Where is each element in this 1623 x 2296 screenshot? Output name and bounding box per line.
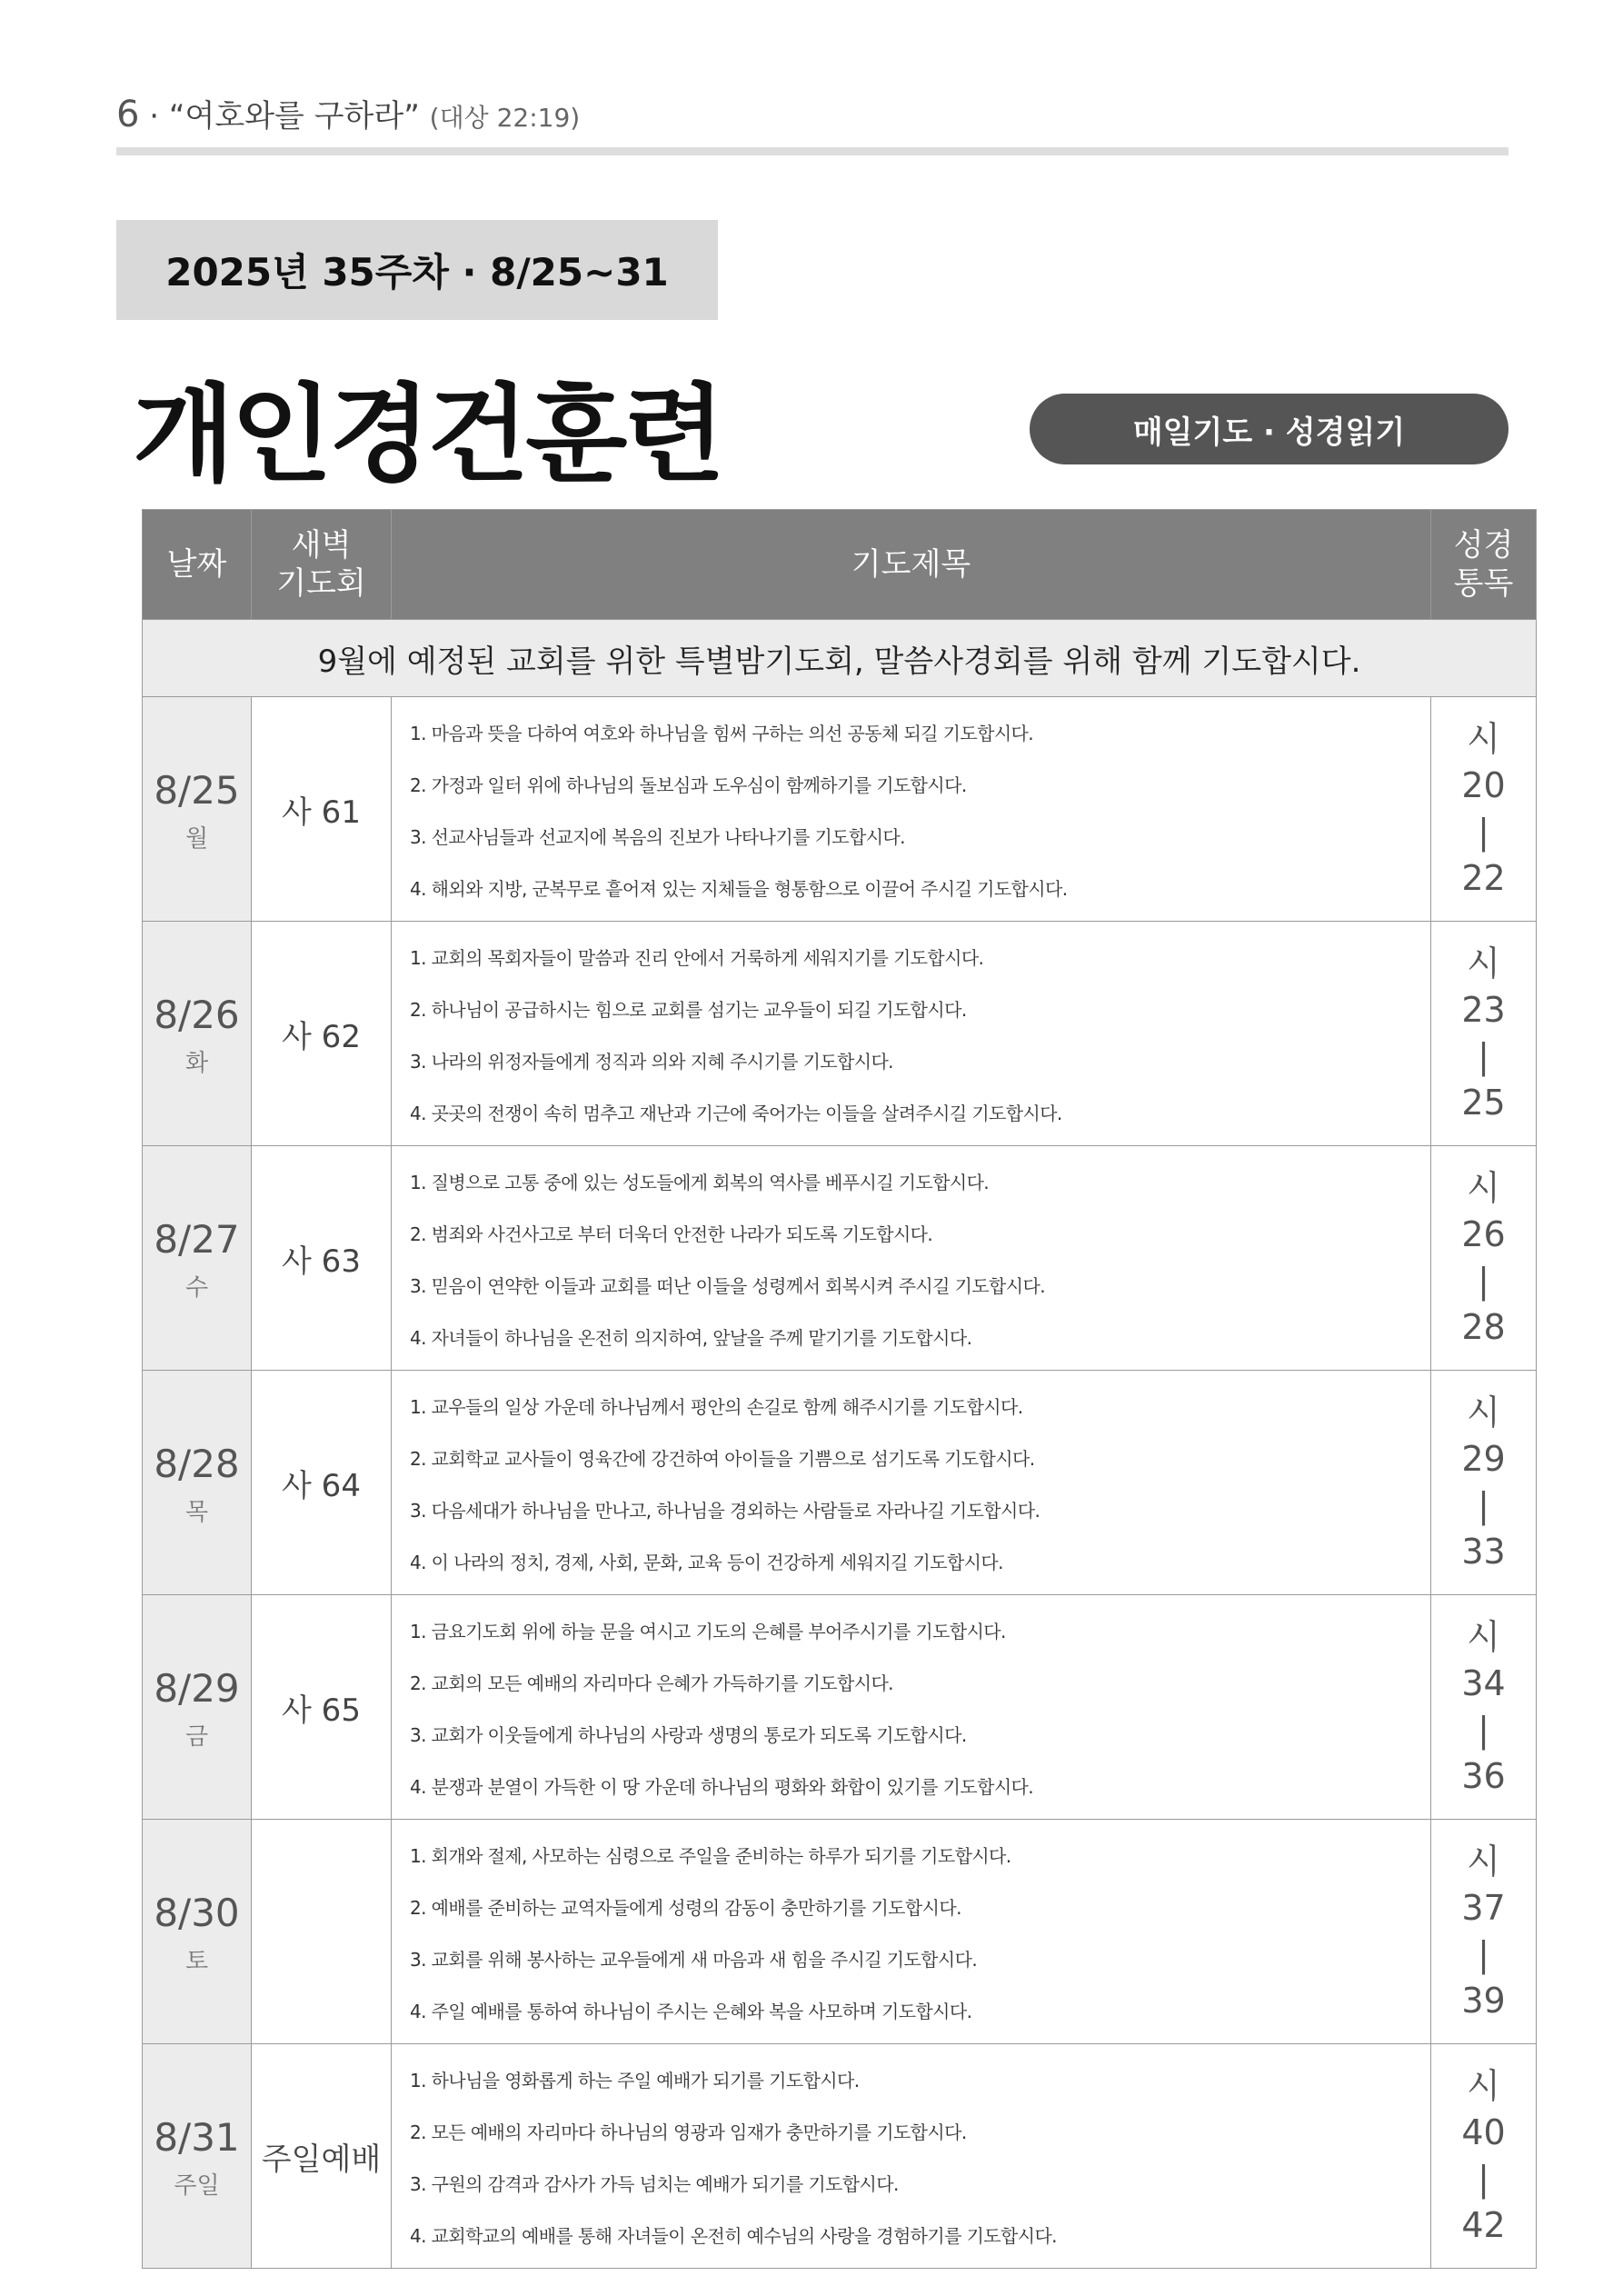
date-cell bbox=[143, 1371, 252, 1595]
reading-book: 시 bbox=[1467, 719, 1500, 759]
bible-reading-cell bbox=[1431, 1371, 1537, 1595]
reading-book: 시 bbox=[1467, 2066, 1500, 2106]
prayer-item: 4. 교회학교의 예배를 통해 자녀들이 온전히 예수님의 사랑을 경험하기를 기도합시다. bbox=[410, 2225, 1057, 2247]
prayer-item: 2. 하나님이 공급하시는 힘으로 교회를 섬기는 교우들이 되길 기도합시다. bbox=[410, 999, 967, 1021]
prayer-item: 2. 가정과 일터 위에 하나님의 돌보심과 도우심이 함께하기를 기도합시다. bbox=[410, 774, 967, 796]
reading-from: 34 bbox=[1461, 1663, 1506, 1703]
weekday: 금 bbox=[184, 1722, 209, 1751]
prayer-topics-cell bbox=[392, 1820, 1431, 2044]
weekday: 주일 bbox=[174, 2171, 220, 2200]
prayer-topics-cell bbox=[392, 1371, 1431, 1595]
header-reference: (대상 22:19) bbox=[429, 103, 581, 133]
table-row bbox=[143, 2044, 1537, 2269]
date: 8/30 bbox=[154, 1890, 240, 1935]
prayer-item: 3. 구원의 감격과 감사가 가득 넘치는 예배가 되기를 기도합시다. bbox=[410, 2173, 899, 2195]
reading-from: 23 bbox=[1461, 990, 1506, 1030]
reading-book: 시 bbox=[1467, 1617, 1500, 1657]
prayer-topics-cell bbox=[392, 1146, 1431, 1371]
header-divider bbox=[116, 147, 1508, 155]
column-header-date: 날짜 bbox=[143, 510, 252, 620]
weekday: 월 bbox=[184, 824, 209, 853]
reading-dash: | bbox=[1478, 812, 1489, 852]
reading-from: 29 bbox=[1461, 1439, 1506, 1479]
week-label: 2025년 35주차 · 8/25~31 bbox=[116, 220, 718, 320]
table-row bbox=[143, 1371, 1537, 1595]
bible-reading-cell bbox=[1431, 2044, 1537, 2269]
reading-book: 시 bbox=[1467, 1393, 1500, 1433]
date: 8/26 bbox=[154, 992, 240, 1037]
header-quote: “여호와를 구하라” bbox=[168, 98, 420, 135]
dawn-prayer-cell: 사 61 bbox=[252, 697, 392, 922]
bible-reading-cell bbox=[1431, 1820, 1537, 2044]
prayer-item: 3. 선교사님들과 선교지에 복음의 진보가 나타나기를 기도합시다. bbox=[410, 826, 905, 848]
reading-to: 22 bbox=[1461, 858, 1506, 898]
column-header-reading: 성경 통독 bbox=[1431, 510, 1537, 620]
prayer-topics-cell bbox=[392, 697, 1431, 922]
prayer-item: 1. 마음과 뜻을 다하여 여호와 하나님을 힘써 구하는 의선 공동체 되길 기도합시다. bbox=[410, 723, 1034, 744]
notice-row bbox=[143, 620, 1537, 697]
page-title: 개인경건훈련 bbox=[133, 374, 722, 496]
prayer-topics-cell bbox=[392, 922, 1431, 1146]
prayer-item: 3. 교회를 위해 봉사하는 교우들에게 새 마음과 새 힘을 주시길 기도합시다. bbox=[410, 1949, 978, 1971]
date: 8/31 bbox=[154, 2114, 240, 2160]
bible-reading-cell bbox=[1431, 697, 1537, 922]
reading-book: 시 bbox=[1467, 1842, 1500, 1882]
bible-reading-cell bbox=[1431, 1146, 1537, 1371]
date: 8/27 bbox=[154, 1216, 240, 1262]
reading-to: 25 bbox=[1461, 1083, 1506, 1123]
prayer-schedule-table bbox=[142, 509, 1537, 2269]
page-number: 6 bbox=[116, 94, 140, 135]
reading-to: 36 bbox=[1461, 1756, 1506, 1796]
date-cell bbox=[143, 1146, 252, 1371]
reading-from: 26 bbox=[1461, 1214, 1506, 1254]
reading-to: 28 bbox=[1461, 1307, 1506, 1347]
prayer-item: 2. 범죄와 사건사고로 부터 더욱더 안전한 나라가 되도록 기도합시다. bbox=[410, 1223, 933, 1245]
prayer-item: 4. 주일 예배를 통하여 하나님이 주시는 은혜와 복을 사모하며 기도합시다. bbox=[410, 2001, 972, 2022]
prayer-item: 2. 교회학교 교사들이 영육간에 강건하여 아이들을 기쁨으로 섬기도록 기도합시다. bbox=[410, 1448, 1035, 1470]
weekday: 목 bbox=[184, 1498, 209, 1526]
date-cell bbox=[143, 1595, 252, 1820]
date-cell bbox=[143, 1820, 252, 2044]
reading-dash: | bbox=[1478, 1036, 1489, 1076]
reading-dash: | bbox=[1478, 1261, 1489, 1301]
notice-text: 9월에 예정된 교회를 위한 특별밤기도회, 말씀사경회를 위해 함께 기도합시다. bbox=[143, 620, 1537, 697]
category-badge: 매일기도 · 성경읽기 bbox=[1030, 394, 1508, 464]
prayer-item: 1. 교우들의 일상 가운데 하나님께서 평안의 손길로 함께 해주시기를 기도합시다. bbox=[410, 1396, 1023, 1418]
dawn-prayer-cell bbox=[252, 1820, 392, 2044]
dawn-prayer-cell: 사 62 bbox=[252, 922, 392, 1146]
reading-from: 40 bbox=[1461, 2112, 1506, 2152]
header-separator: · bbox=[139, 98, 169, 135]
weekday: 화 bbox=[184, 1049, 209, 1077]
reading-dash: | bbox=[1478, 1934, 1489, 1974]
dawn-prayer-cell: 사 64 bbox=[252, 1371, 392, 1595]
column-header-dawn: 새벽 기도회 bbox=[252, 510, 392, 620]
dawn-prayer-cell: 주일예배 bbox=[252, 2044, 392, 2269]
date-cell bbox=[143, 697, 252, 922]
date: 8/29 bbox=[154, 1665, 240, 1711]
bible-reading-cell bbox=[1431, 1595, 1537, 1820]
date-cell bbox=[143, 2044, 252, 2269]
prayer-item: 1. 금요기도회 위에 하늘 문을 여시고 기도의 은혜를 부어주시기를 기도합시다. bbox=[410, 1621, 1006, 1642]
reading-book: 시 bbox=[1467, 1168, 1500, 1208]
table-header-row bbox=[143, 510, 1537, 620]
prayer-item: 1. 질병으로 고통 중에 있는 성도들에게 회복의 역사를 베푸시길 기도합시다. bbox=[410, 1172, 990, 1193]
prayer-item: 2. 교회의 모든 예배의 자리마다 은혜가 가득하기를 기도합시다. bbox=[410, 1672, 893, 1694]
prayer-item: 4. 자녀들이 하나님을 온전히 의지하여, 앞날을 주께 맡기기를 기도합시다. bbox=[410, 1327, 972, 1349]
prayer-item: 3. 교회가 이웃들에게 하나님의 사랑과 생명의 통로가 되도록 기도합시다. bbox=[410, 1724, 967, 1746]
table-row bbox=[143, 697, 1537, 922]
table-row bbox=[143, 1595, 1537, 1820]
reading-book: 시 bbox=[1467, 943, 1500, 983]
reading-from: 37 bbox=[1461, 1888, 1506, 1928]
page-header bbox=[116, 91, 580, 135]
reading-to: 39 bbox=[1461, 1981, 1506, 2021]
weekday: 토 bbox=[184, 1947, 209, 1975]
table-row bbox=[143, 922, 1537, 1146]
table-row bbox=[143, 1146, 1537, 1371]
reading-from: 20 bbox=[1461, 765, 1506, 805]
date-cell bbox=[143, 922, 252, 1146]
prayer-item: 1. 회개와 절제, 사모하는 심령으로 주일을 준비하는 하루가 되기를 기도합시다. bbox=[410, 1845, 1011, 1867]
dawn-prayer-cell: 사 63 bbox=[252, 1146, 392, 1371]
table-row bbox=[143, 1820, 1537, 2044]
reading-to: 42 bbox=[1461, 2205, 1506, 2245]
prayer-item: 4. 이 나라의 정치, 경제, 사회, 문화, 교육 등이 건강하게 세워지길 기도합시다. bbox=[410, 1552, 1003, 1573]
prayer-item: 3. 믿음이 연약한 이들과 교회를 떠난 이들을 성령께서 회복시켜 주시길 기도합시다. bbox=[410, 1275, 1045, 1297]
prayer-topics-cell bbox=[392, 2044, 1431, 2269]
reading-dash: | bbox=[1478, 1485, 1489, 1525]
prayer-item: 3. 다음세대가 하나님을 만나고, 하나님을 경외하는 사람들로 자라나길 기도합시다. bbox=[410, 1500, 1041, 1522]
prayer-topics-cell bbox=[392, 1595, 1431, 1820]
dawn-prayer-cell: 사 65 bbox=[252, 1595, 392, 1820]
weekday: 수 bbox=[184, 1273, 209, 1302]
prayer-item: 2. 예배를 준비하는 교역자들에게 성령의 감동이 충만하기를 기도합시다. bbox=[410, 1897, 961, 1919]
prayer-item: 4. 곳곳의 전쟁이 속히 멈추고 재난과 기근에 죽어가는 이들을 살려주시길 기도합시다. bbox=[410, 1103, 1062, 1124]
bible-reading-cell bbox=[1431, 922, 1537, 1146]
prayer-item: 4. 해외와 지방, 군복무로 흩어져 있는 지체들을 형통함으로 이끌어 주시길 기도합시다. bbox=[410, 878, 1068, 900]
prayer-item: 3. 나라의 위정자들에게 정직과 의와 지혜 주시기를 기도합시다. bbox=[410, 1051, 893, 1073]
reading-dash: | bbox=[1478, 2159, 1489, 2199]
reading-dash: | bbox=[1478, 1710, 1489, 1750]
column-header-prayer: 기도제목 bbox=[392, 510, 1431, 620]
date: 8/28 bbox=[154, 1441, 240, 1486]
prayer-item: 1. 하나님을 영화롭게 하는 주일 예배가 되기를 기도합시다. bbox=[410, 2070, 860, 2091]
reading-to: 33 bbox=[1461, 1532, 1506, 1572]
date: 8/25 bbox=[154, 767, 240, 813]
prayer-item: 4. 분쟁과 분열이 가득한 이 땅 가운데 하나님의 평화와 화합이 있기를 기도합시다. bbox=[410, 1776, 1034, 1798]
prayer-item: 2. 모든 예배의 자리마다 하나님의 영광과 임재가 충만하기를 기도합시다. bbox=[410, 2121, 967, 2143]
prayer-item: 1. 교회의 목회자들이 말씀과 진리 안에서 거룩하게 세워지기를 기도합시다. bbox=[410, 947, 984, 969]
